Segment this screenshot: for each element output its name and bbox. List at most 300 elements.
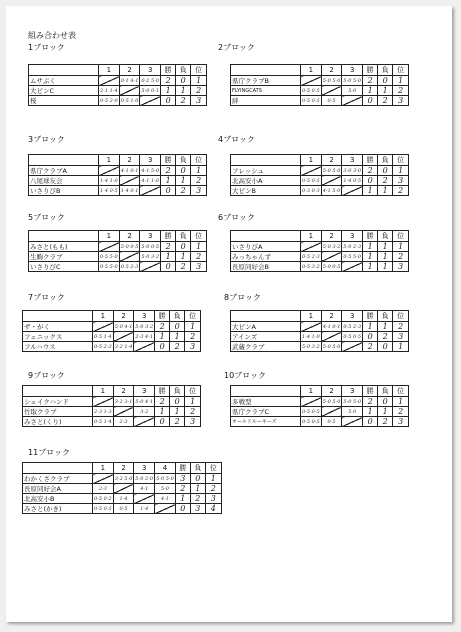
team-row — [23, 494, 222, 504]
losses-count: 0 — [378, 76, 393, 86]
team-name: 長原同好会A — [23, 484, 93, 494]
team-row — [231, 322, 409, 332]
column-header: 位 — [393, 155, 409, 166]
rank-value: 3 — [191, 262, 207, 272]
match-score: 0-5 — [321, 96, 342, 106]
rank-value: 1 — [185, 397, 201, 407]
self-match-cell — [134, 342, 155, 352]
team-row — [23, 322, 201, 332]
losses-count: 2 — [378, 96, 393, 106]
table-header-row — [23, 311, 201, 322]
match-score: 5-0 0-5 — [120, 243, 139, 250]
match-score: 0-5 — [113, 504, 134, 514]
wins-count: 1 — [363, 242, 378, 252]
rank-value: 1 — [393, 342, 409, 352]
wins-count: 2 — [363, 342, 378, 352]
wins-count: 2 — [161, 76, 176, 86]
match-score: 0-5 0-5 — [302, 177, 320, 184]
block-label: 11ブロック — [28, 448, 71, 457]
column-header: 位 — [185, 386, 201, 397]
column-header: 1 — [99, 231, 120, 242]
document-title: 組み合わせ表 — [28, 31, 76, 40]
header-corner — [231, 386, 301, 397]
losses-count: 1 — [378, 407, 393, 417]
column-header: 3 — [134, 463, 155, 474]
self-match-cell — [321, 86, 342, 96]
losses-count: 1 — [190, 484, 205, 494]
team-name: 大ピンB — [231, 186, 301, 196]
block-table — [230, 64, 409, 106]
self-match-cell — [134, 417, 155, 427]
column-header: 勝 — [161, 231, 176, 242]
header-corner — [29, 231, 99, 242]
column-header: 勝 — [155, 386, 170, 397]
table-header-row — [23, 386, 201, 397]
column-header: 1 — [99, 65, 120, 76]
losses-count: 1 — [170, 407, 185, 417]
self-match-cell — [342, 342, 363, 352]
team-row — [231, 86, 409, 96]
match-score: 5-0 4-1 — [135, 398, 154, 405]
wins-count: 0 — [363, 176, 378, 186]
column-header: 2 — [321, 311, 342, 322]
match-score: 2-3 — [93, 484, 114, 494]
wins-count: 0 — [363, 417, 378, 427]
wins-count: 1 — [161, 86, 176, 96]
rank-value: 3 — [393, 262, 409, 272]
losses-count: 1 — [378, 86, 393, 96]
table-header-row — [231, 386, 409, 397]
match-score: 5-0 — [342, 407, 363, 417]
team-name: 八尾球友会 — [29, 176, 99, 186]
wins-count: 2 — [175, 484, 190, 494]
losses-count: 2 — [378, 417, 393, 427]
match-score: 0-5 0-5 — [343, 333, 362, 340]
rank-value: 1 — [185, 322, 201, 332]
team-name: わかくさクラブ — [23, 474, 93, 484]
column-header: 勝 — [363, 386, 378, 397]
match-score: 1-4 1-0 — [100, 177, 118, 184]
match-score: 0-5 0-5 — [302, 408, 320, 415]
table-header-row — [231, 155, 409, 166]
column-header: 勝 — [363, 155, 378, 166]
team-name: 長原同好会B — [231, 262, 301, 272]
wins-count: 1 — [363, 262, 378, 272]
losses-count: 0 — [170, 322, 185, 332]
wins-count: 1 — [175, 494, 190, 504]
column-header: 勝 — [155, 311, 170, 322]
block-table — [230, 230, 409, 272]
team-row — [231, 332, 409, 342]
team-row — [29, 76, 207, 86]
rank-value: 1 — [393, 397, 409, 407]
self-match-cell — [155, 504, 176, 514]
wins-count: 1 — [363, 407, 378, 417]
block-table — [22, 462, 222, 514]
match-score: 0-5 3-2 — [302, 263, 320, 270]
column-header: 位 — [393, 386, 409, 397]
team-row — [23, 407, 201, 417]
wins-count: 0 — [161, 186, 176, 196]
match-score: 3-2 3-1 — [114, 398, 133, 405]
team-row — [23, 474, 222, 484]
team-name: フェニックス — [23, 332, 93, 342]
self-match-cell — [113, 332, 134, 342]
column-header: 位 — [393, 65, 409, 76]
self-match-cell — [301, 242, 322, 252]
wins-count: 1 — [363, 252, 378, 262]
rank-value: 2 — [205, 484, 221, 494]
self-match-cell — [119, 86, 140, 96]
losses-count: 0 — [170, 397, 185, 407]
losses-count: 2 — [378, 176, 393, 186]
rank-value: 1 — [191, 76, 207, 86]
team-row — [29, 186, 207, 196]
column-header: 4 — [155, 463, 176, 474]
wins-count: 2 — [363, 397, 378, 407]
match-score: 1-4 — [113, 494, 134, 504]
wins-count: 1 — [155, 332, 170, 342]
team-name: 県庁クラブC — [231, 407, 301, 417]
column-header: 3 — [342, 231, 363, 242]
match-score: 1-4 — [134, 504, 155, 514]
losses-count: 1 — [176, 176, 191, 186]
wins-count: 2 — [363, 166, 378, 176]
rank-value: 4 — [205, 504, 221, 514]
self-match-cell — [342, 186, 363, 196]
losses-count: 0 — [378, 342, 393, 352]
rank-value: 1 — [191, 242, 207, 252]
column-header: 2 — [113, 463, 134, 474]
block-table — [28, 64, 207, 106]
match-score: 5-0 5-0 — [343, 398, 362, 405]
team-row — [23, 332, 201, 342]
team-name: みさと(くり) — [23, 417, 93, 427]
match-score: 0-2 5-0 — [141, 77, 160, 84]
losses-count: 1 — [378, 186, 393, 196]
self-match-cell — [321, 176, 342, 186]
match-score: 0-5 2-3 — [120, 263, 139, 270]
team-row — [231, 76, 409, 86]
column-header: 3 — [134, 386, 155, 397]
team-row — [231, 96, 409, 106]
losses-count: 2 — [170, 417, 185, 427]
match-score: 0-5 — [321, 417, 342, 427]
column-header: 勝 — [161, 155, 176, 166]
rank-value: 2 — [185, 332, 201, 342]
team-row — [231, 242, 409, 252]
column-header: 負 — [170, 386, 185, 397]
wins-count: 0 — [161, 96, 176, 106]
losses-count: 2 — [176, 186, 191, 196]
match-score: 5-0 5-0 — [322, 167, 341, 174]
wins-count: 2 — [161, 166, 176, 176]
block-label: 1ブロック — [28, 43, 65, 52]
column-header: 2 — [321, 155, 342, 166]
table-header-row — [29, 155, 207, 166]
losses-count: 2 — [190, 494, 205, 504]
match-score: 3-0 3-0 — [343, 167, 362, 174]
wins-count: 2 — [155, 397, 170, 407]
match-score: 5-0 3-2 — [302, 343, 320, 350]
column-header: 3 — [140, 231, 161, 242]
losses-count: 1 — [170, 332, 185, 342]
column-header: 勝 — [363, 231, 378, 242]
match-score: 5-0 — [155, 484, 176, 494]
team-row — [29, 242, 207, 252]
column-header: 2 — [113, 311, 134, 322]
column-header: 1 — [301, 311, 322, 322]
team-row — [231, 186, 409, 196]
rank-value: 2 — [393, 252, 409, 262]
header-corner — [231, 311, 301, 322]
team-row — [23, 484, 222, 494]
rank-value: 3 — [185, 417, 201, 427]
self-match-cell — [134, 494, 155, 504]
losses-count: 1 — [378, 322, 393, 332]
match-score: 5-0 2-3 — [343, 243, 362, 250]
self-match-cell — [342, 96, 363, 106]
team-row — [29, 96, 207, 106]
column-header: 3 — [342, 65, 363, 76]
self-match-cell — [113, 407, 134, 417]
match-score: 0-5 0-5 — [94, 505, 112, 512]
losses-count: 3 — [190, 504, 205, 514]
match-score: 1-4 1-0 — [302, 333, 320, 340]
team-name: 多戦型 — [231, 397, 301, 407]
self-match-cell — [140, 186, 161, 196]
match-score: 0-5 2-3 — [94, 343, 112, 350]
rank-value: 3 — [191, 96, 207, 106]
block-label: 5ブロック — [28, 213, 65, 222]
team-row — [231, 417, 409, 427]
block-label: 9ブロック — [28, 371, 65, 380]
column-header: 負 — [176, 155, 191, 166]
team-row — [23, 417, 201, 427]
match-score: 5-0 0-5 — [322, 263, 341, 270]
match-score: 4-1 — [134, 484, 155, 494]
match-score: 4-1 0-1 — [120, 167, 139, 174]
rank-value: 1 — [393, 242, 409, 252]
self-match-cell — [93, 474, 114, 484]
team-name: いさりびC — [29, 262, 99, 272]
self-match-cell — [301, 166, 322, 176]
losses-count: 1 — [176, 252, 191, 262]
self-match-cell — [119, 252, 140, 262]
match-score: 5-0 2-0 — [135, 475, 154, 482]
team-name: いさりびB — [29, 186, 99, 196]
wins-count: 0 — [175, 504, 190, 514]
self-match-cell — [140, 262, 161, 272]
wins-count: 0 — [161, 262, 176, 272]
wins-count: 1 — [363, 186, 378, 196]
team-name: みさと(かき) — [23, 504, 93, 514]
wins-count: 3 — [175, 474, 190, 484]
column-header: 3 — [342, 311, 363, 322]
match-score: 4-1 5-0 — [322, 187, 341, 194]
self-match-cell — [140, 96, 161, 106]
column-header: 位 — [205, 463, 221, 474]
match-score: 5-0 3-2 — [135, 323, 154, 330]
column-header: 1 — [301, 155, 322, 166]
block-table — [230, 385, 409, 427]
wins-count: 2 — [363, 76, 378, 86]
header-corner — [231, 65, 301, 76]
block-label: 3ブロック — [28, 135, 65, 144]
column-header: 1 — [93, 463, 114, 474]
losses-count: 1 — [176, 86, 191, 96]
losses-count: 0 — [190, 474, 205, 484]
match-score: 0-5 0-5 — [302, 87, 320, 94]
block-label: 8ブロック — [224, 293, 261, 302]
wins-count: 0 — [363, 96, 378, 106]
match-score: 2-3 — [113, 417, 134, 427]
wins-count: 1 — [363, 322, 378, 332]
rank-value: 2 — [191, 252, 207, 262]
header-corner — [29, 155, 99, 166]
team-row — [29, 252, 207, 262]
team-name: 北高安小B — [23, 494, 93, 504]
losses-count: 1 — [378, 242, 393, 252]
column-header: 3 — [140, 155, 161, 166]
self-match-cell — [321, 332, 342, 342]
losses-count: 1 — [378, 252, 393, 262]
rank-value: 1 — [393, 166, 409, 176]
match-score: 5-0 — [342, 86, 363, 96]
team-row — [29, 166, 207, 176]
wins-count: 1 — [161, 252, 176, 262]
column-header: 負 — [378, 65, 393, 76]
column-header: 1 — [301, 386, 322, 397]
column-header: 負 — [176, 65, 191, 76]
column-header: 2 — [119, 155, 140, 166]
match-score: 0-5 0-5 — [302, 97, 320, 104]
team-name: いさりびA — [231, 242, 301, 252]
team-name: ムサぶく — [29, 76, 99, 86]
self-match-cell — [99, 76, 120, 86]
column-header: 勝 — [363, 65, 378, 76]
self-match-cell — [301, 322, 322, 332]
rank-value: 1 — [205, 474, 221, 484]
column-header: 負 — [170, 311, 185, 322]
losses-count: 0 — [176, 242, 191, 252]
column-header: 1 — [93, 311, 114, 322]
team-name: フルハウス — [23, 342, 93, 352]
match-score: 5-0 5-0 — [156, 475, 174, 482]
match-score: 3-2 1-4 — [114, 343, 133, 350]
block-table — [28, 230, 207, 272]
block-table — [230, 310, 409, 352]
match-score: 0-1 4-1 — [120, 77, 139, 84]
team-name: シェイクハンド — [23, 397, 93, 407]
wins-count: 0 — [155, 342, 170, 352]
column-header: 3 — [140, 65, 161, 76]
self-match-cell — [321, 252, 342, 262]
rank-value: 2 — [393, 322, 409, 332]
team-row — [231, 397, 409, 407]
team-name: オールドルーキーズ — [231, 417, 301, 427]
match-score: 4-1 5-0 — [141, 167, 160, 174]
column-header: 2 — [321, 386, 342, 397]
block-table — [22, 310, 201, 352]
column-header: 勝 — [161, 65, 176, 76]
team-name: 大ピンA — [231, 322, 301, 332]
rank-value: 3 — [393, 176, 409, 186]
column-header: 1 — [93, 386, 114, 397]
team-row — [231, 176, 409, 186]
team-name: 北高安小A — [231, 176, 301, 186]
team-name: FLYINGCATS — [231, 86, 301, 96]
team-name: みさと(もも) — [29, 242, 99, 252]
column-header: 負 — [176, 231, 191, 242]
match-score: 0-5 1-0 — [120, 97, 139, 104]
rank-value: 3 — [393, 417, 409, 427]
header-corner — [29, 65, 99, 76]
block-table — [230, 154, 409, 196]
rank-value: 3 — [393, 332, 409, 342]
column-header: 1 — [99, 155, 120, 166]
wins-count: 1 — [363, 86, 378, 96]
column-header: 位 — [191, 65, 207, 76]
match-score: 4-1 — [155, 494, 176, 504]
column-header: 2 — [321, 231, 342, 242]
column-header: 3 — [342, 386, 363, 397]
rank-value: 1 — [191, 166, 207, 176]
team-row — [29, 86, 207, 96]
self-match-cell — [93, 397, 114, 407]
match-score: 0-5 1-4 — [94, 418, 112, 425]
column-header: 3 — [134, 311, 155, 322]
match-score: 5-0 0-1 — [141, 87, 160, 94]
match-score: 2-1 1-4 — [100, 87, 118, 94]
match-score: 5-0 5-0 — [322, 77, 341, 84]
match-score: 5-0 5-0 — [343, 77, 362, 84]
team-row — [231, 252, 409, 262]
losses-count: 1 — [378, 262, 393, 272]
self-match-cell — [301, 397, 322, 407]
column-header: 3 — [342, 155, 363, 166]
column-header: 1 — [301, 231, 322, 242]
team-name: 武蔵クラブ — [231, 342, 301, 352]
self-match-cell — [113, 484, 134, 494]
match-score: 5-0 5-0 — [322, 398, 341, 405]
self-match-cell — [342, 262, 363, 272]
team-name: 絆 — [231, 96, 301, 106]
team-row — [29, 176, 207, 186]
column-header: 負 — [378, 311, 393, 322]
column-header: 2 — [119, 231, 140, 242]
match-score: 3-2 5-0 — [114, 475, 133, 482]
match-score: 2-3 4-1 — [135, 333, 154, 340]
wins-count: 2 — [155, 322, 170, 332]
column-header: 勝 — [175, 463, 190, 474]
column-header: 2 — [119, 65, 140, 76]
column-header: 負 — [378, 231, 393, 242]
table-header-row — [23, 463, 222, 474]
team-row — [231, 342, 409, 352]
column-header: 1 — [301, 65, 322, 76]
match-score: 4-1 1-0 — [141, 177, 160, 184]
header-corner — [23, 311, 93, 322]
column-header: 位 — [191, 155, 207, 166]
team-row — [231, 262, 409, 272]
match-score: 5-0 3-2 — [141, 253, 160, 260]
column-header: 2 — [321, 65, 342, 76]
header-corner — [231, 155, 301, 166]
self-match-cell — [99, 242, 120, 252]
rank-value: 2 — [191, 176, 207, 186]
header-corner — [23, 386, 93, 397]
